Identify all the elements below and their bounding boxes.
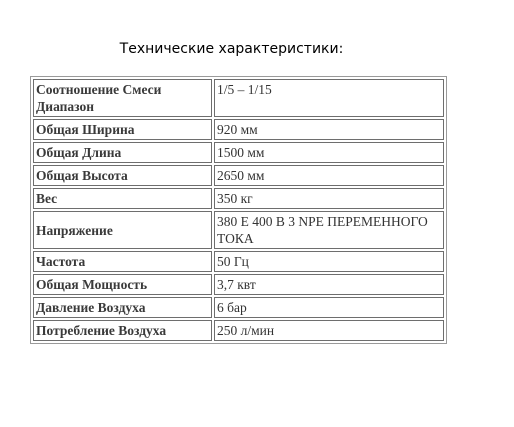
spec-label: Общая Мощность [33,274,212,295]
table-row [33,188,444,209]
spec-value: 250 л/мин [214,320,444,341]
table-row [33,165,444,186]
spec-label: Соотношение Смеси Диапазон [33,79,212,117]
table-row [33,142,444,163]
spec-label: Общая Длина [33,142,212,163]
spec-value: 920 мм [214,119,444,140]
spec-label: Вес [33,188,212,209]
spec-value: 350 кг [214,188,444,209]
spec-label: Давление Воздуха [33,297,212,318]
spec-value: 2650 мм [214,165,444,186]
table-row [33,79,444,117]
table-row [33,297,444,318]
table-row [33,211,444,249]
specs-table [30,76,447,344]
table-row [33,274,444,295]
page-title: Технические характеристики: [119,41,344,57]
spec-value: 380 Е 400 В 3 NPE ПЕРЕМЕННОГО ТОКА [214,211,444,249]
spec-label: Напряжение [33,211,212,249]
spec-label: Общая Ширина [33,119,212,140]
spec-label: Потребление Воздуха [33,320,212,341]
table-row [33,320,444,341]
spec-value: 50 Гц [214,251,444,272]
table-row [33,119,444,140]
spec-label: Общая Высота [33,165,212,186]
spec-value: 1500 мм [214,142,444,163]
spec-value: 1/5 – 1/15 [214,79,444,117]
table-row [33,251,444,272]
spec-label: Частота [33,251,212,272]
spec-value: 6 бар [214,297,444,318]
spec-value: 3,7 квт [214,274,444,295]
